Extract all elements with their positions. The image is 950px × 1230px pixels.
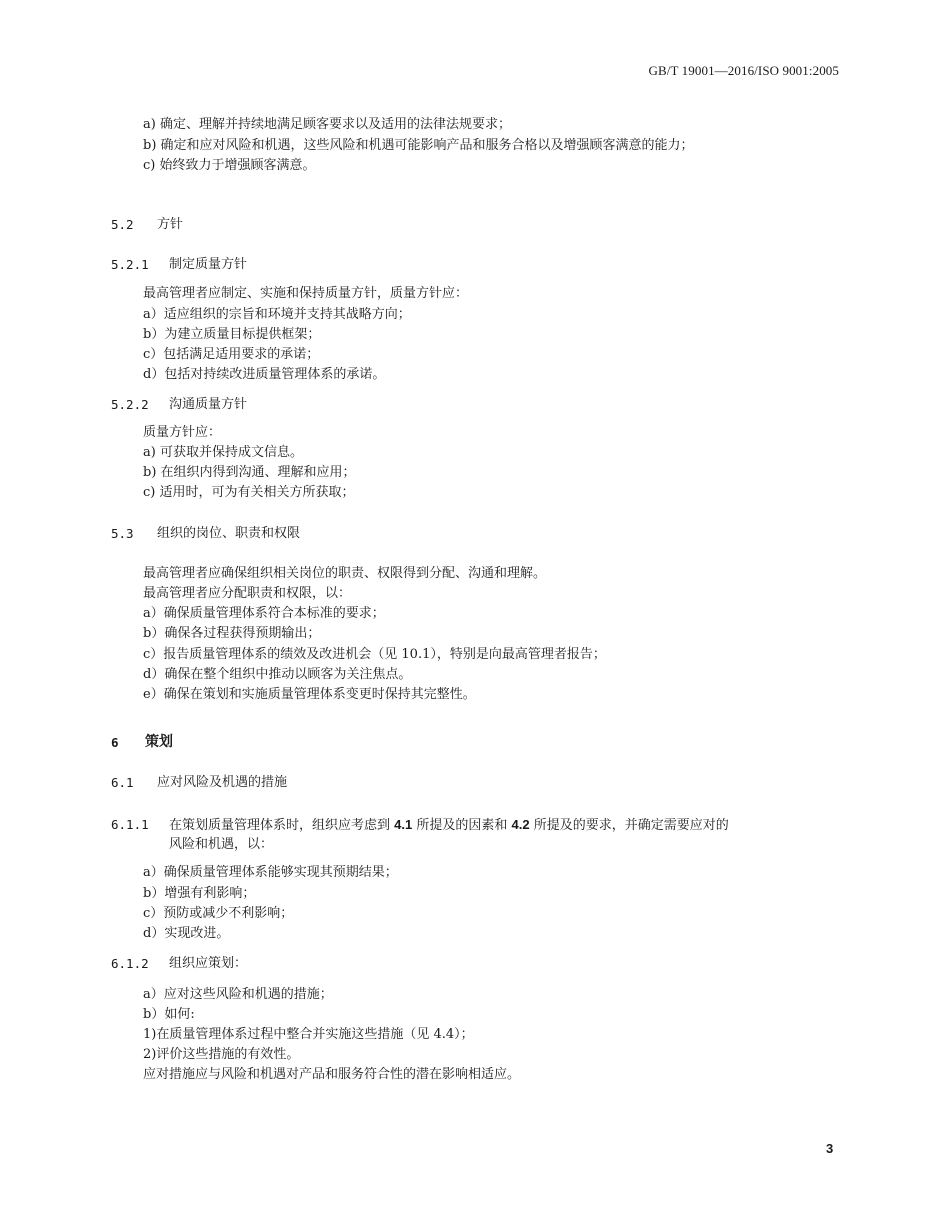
- list-item: a）确保质量管理体系符合本标准的要求；: [143, 606, 385, 621]
- list-item: b）如何:: [143, 1007, 195, 1022]
- section-number: 5.2.2: [111, 397, 149, 412]
- clause-reference: 4.1: [394, 817, 413, 832]
- page-number: 3: [826, 1141, 834, 1156]
- section-title: 组织的岗位、职责和权限: [157, 526, 301, 541]
- list-item: d）包括对持续改进质量管理体系的承诺。: [143, 367, 386, 382]
- section-number: 6.1: [111, 775, 134, 790]
- paragraph: 质量方针应：: [143, 425, 222, 440]
- sub-list-item: 1)在质量管理体系过程中整合并实施这些措施（见 4.4）；: [143, 1027, 474, 1042]
- paragraph: 最高管理者应制定、实施和保持质量方针，质量方针应：: [143, 286, 469, 301]
- section-number: 5.2: [111, 217, 134, 232]
- list-item: c）报告质量管理体系的绩效及改进机会（见 10.1），特别是向最高管理者报告；: [143, 647, 606, 662]
- section-number: 5.2.1: [111, 257, 149, 272]
- list-item: a）适应组织的宗旨和环境并支持其战略方向；: [143, 307, 411, 322]
- section-number: 5.3: [111, 526, 134, 541]
- chapter-title: 策划: [145, 734, 173, 750]
- paragraph-continuation: 风险和机遇，以：: [169, 837, 274, 852]
- clause-reference: 4.2: [511, 817, 530, 832]
- list-item: b) 确定和应对风险和机遇，这些风险和机遇可能影响产品和服务合格以及增强顾客满意的能力；: [143, 138, 694, 153]
- paragraph: [169, 815, 729, 835]
- list-item: c）包括满足适用要求的承诺；: [143, 347, 320, 362]
- list-item: a) 可获取并保持成文信息。: [143, 445, 303, 460]
- section-number: 6.1.1: [111, 817, 149, 832]
- text-run: 所提及的因素和: [412, 818, 512, 833]
- list-item: b）增强有利影响；: [143, 886, 256, 901]
- list-item: d）确保在整个组织中推动以顾客为关注焦点。: [143, 667, 412, 682]
- standard-code-header: GB/T 19001—2016/ISO 9001:2005: [648, 63, 839, 78]
- list-item: a）确保质量管理体系能够实现其预期结果；: [143, 865, 398, 880]
- list-item: b) 在组织内得到沟通、理解和应用；: [143, 465, 356, 480]
- section-title: 方针: [157, 217, 184, 232]
- section-title: 应对风险及机遇的措施: [157, 775, 288, 790]
- text-run: 所提及的要求，并确定需要应对的: [529, 818, 729, 833]
- section-title: 制定质量方针: [169, 257, 248, 272]
- section-title: 沟通质量方针: [169, 397, 248, 412]
- text-run: 在策划质量管理体系时，组织应考虑到: [169, 818, 395, 833]
- paragraph: 最高管理者应确保组织相关岗位的职责、权限得到分配、沟通和理解。: [143, 566, 547, 581]
- list-item: c) 始终致力于增强顾客满意。: [143, 158, 316, 173]
- section-title: 组织应策划：: [169, 956, 248, 971]
- list-item: e）确保在策划和实施质量管理体系变更时保持其完整性。: [143, 687, 476, 702]
- list-item: c）预防或减少不利影响；: [143, 906, 294, 921]
- sub-list-item: 2)评价这些措施的有效性。: [143, 1047, 300, 1062]
- list-item: b）确保各过程获得预期输出；: [143, 626, 321, 641]
- paragraph: 应对措施应与风险和机遇对产品和服务符合性的潜在影响相适应。: [143, 1067, 521, 1082]
- list-item: a）应对这些风险和机遇的措施；: [143, 987, 333, 1002]
- list-item: d）实现改进。: [143, 926, 230, 941]
- list-item: c) 适用时，可为有关相关方所获取；: [143, 485, 355, 500]
- list-item: b）为建立质量目标提供框架；: [143, 327, 321, 342]
- paragraph: 最高管理者应分配职责和权限，以：: [143, 586, 352, 601]
- section-number: 6.1.2: [111, 956, 149, 971]
- chapter-number: 6: [111, 735, 119, 750]
- list-item: a) 确定、理解并持续地满足顾客要求以及适用的法律法规要求；: [143, 117, 511, 132]
